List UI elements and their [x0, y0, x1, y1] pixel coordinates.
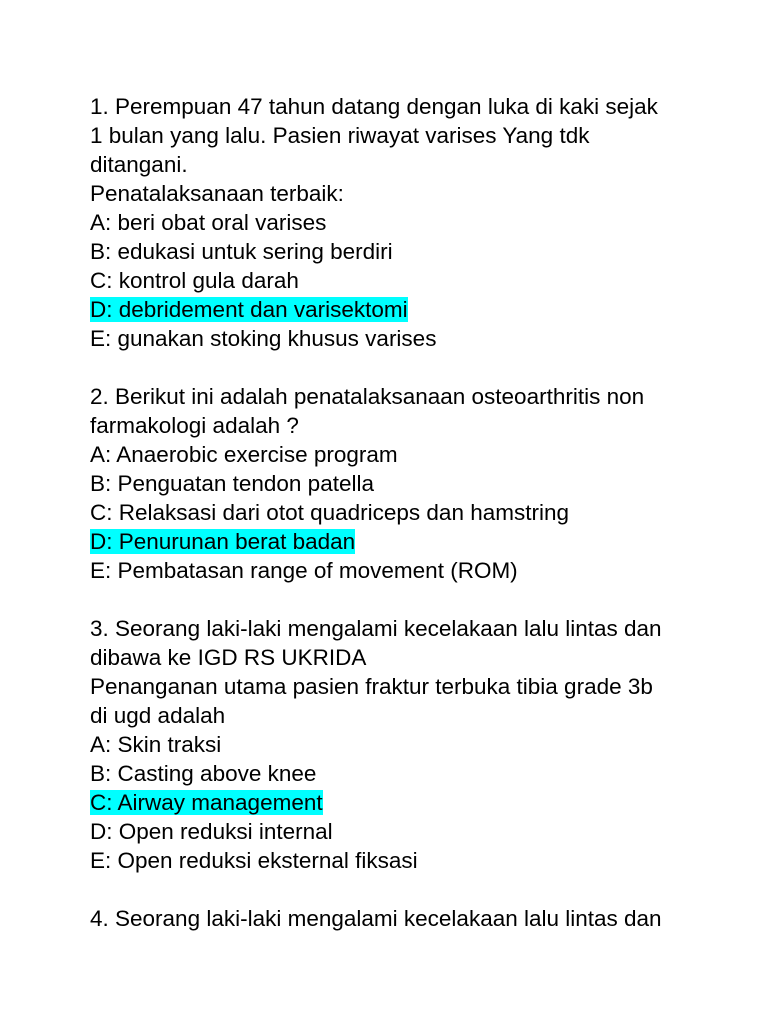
question-stem-line: 4. Seorang laki-laki mengalami kecelakaan lalu lintas dan — [90, 906, 662, 931]
highlighted-answer: C: Airway management — [90, 790, 323, 815]
highlighted-answer: D: debridement dan varisektomi — [90, 297, 408, 322]
answer-option — [90, 266, 730, 295]
option-text: B: edukasi untuk sering berdiri — [90, 239, 393, 264]
option-text: C: kontrol gula darah — [90, 268, 299, 293]
answer-option-highlighted — [90, 295, 730, 324]
option-text: C: Relaksasi dari otot quadriceps dan hamstring — [90, 500, 569, 525]
answer-option-highlighted — [90, 527, 730, 556]
highlighted-answer: D: Penurunan berat badan — [90, 529, 356, 554]
question-stem-line: farmakologi adalah ? — [90, 413, 299, 438]
option-text: A: Skin traksi — [90, 732, 222, 757]
answer-option — [90, 237, 730, 266]
question-4 — [90, 904, 730, 933]
question-spacer — [90, 875, 730, 904]
question-spacer — [90, 585, 730, 614]
answer-option — [90, 759, 730, 788]
question-stem-line: 3. Seorang laki-laki mengalami kecelakaan lalu lintas dan — [90, 616, 662, 641]
question-stem-line: Penanganan utama pasien fraktur terbuka tibia grade 3b — [90, 674, 653, 699]
question-stem-line: ditangani. — [90, 152, 188, 177]
question-list — [90, 92, 730, 933]
question-2 — [90, 382, 730, 585]
question-stem-line: dibawa ke IGD RS UKRIDA — [90, 645, 367, 670]
answer-option — [90, 324, 730, 353]
question-stem-line: Penatalaksanaan terbaik: — [90, 181, 344, 206]
answer-option — [90, 440, 730, 469]
option-text: A: beri obat oral varises — [90, 210, 327, 235]
option-text: E: gunakan stoking khusus varises — [90, 326, 437, 351]
question-stem-line: 2. Berikut ini adalah penatalaksanaan osteoarthritis non — [90, 384, 645, 409]
question-stem-line: 1. Perempuan 47 tahun datang dengan luka di kaki sejak — [90, 94, 658, 119]
option-text: B: Casting above knee — [90, 761, 317, 786]
option-text: E: Open reduksi eksternal fiksasi — [90, 848, 418, 873]
option-text: D: Open reduksi internal — [90, 819, 333, 844]
answer-option — [90, 846, 730, 875]
answer-option — [90, 498, 730, 527]
answer-option — [90, 817, 730, 846]
answer-option — [90, 208, 730, 237]
question-spacer — [90, 353, 730, 382]
question-stem-line: di ugd adalah — [90, 703, 226, 728]
option-text: A: Anaerobic exercise program — [90, 442, 398, 467]
question-3 — [90, 614, 730, 875]
answer-option — [90, 469, 730, 498]
option-text: E: Pembatasan range of movement (ROM) — [90, 558, 518, 583]
question-1 — [90, 92, 730, 353]
answer-option-highlighted — [90, 788, 730, 817]
question-stem-line: 1 bulan yang lalu. Pasien riwayat varises Yang tdk — [90, 123, 590, 148]
answer-option — [90, 730, 730, 759]
answer-option — [90, 556, 730, 585]
option-text: B: Penguatan tendon patella — [90, 471, 374, 496]
